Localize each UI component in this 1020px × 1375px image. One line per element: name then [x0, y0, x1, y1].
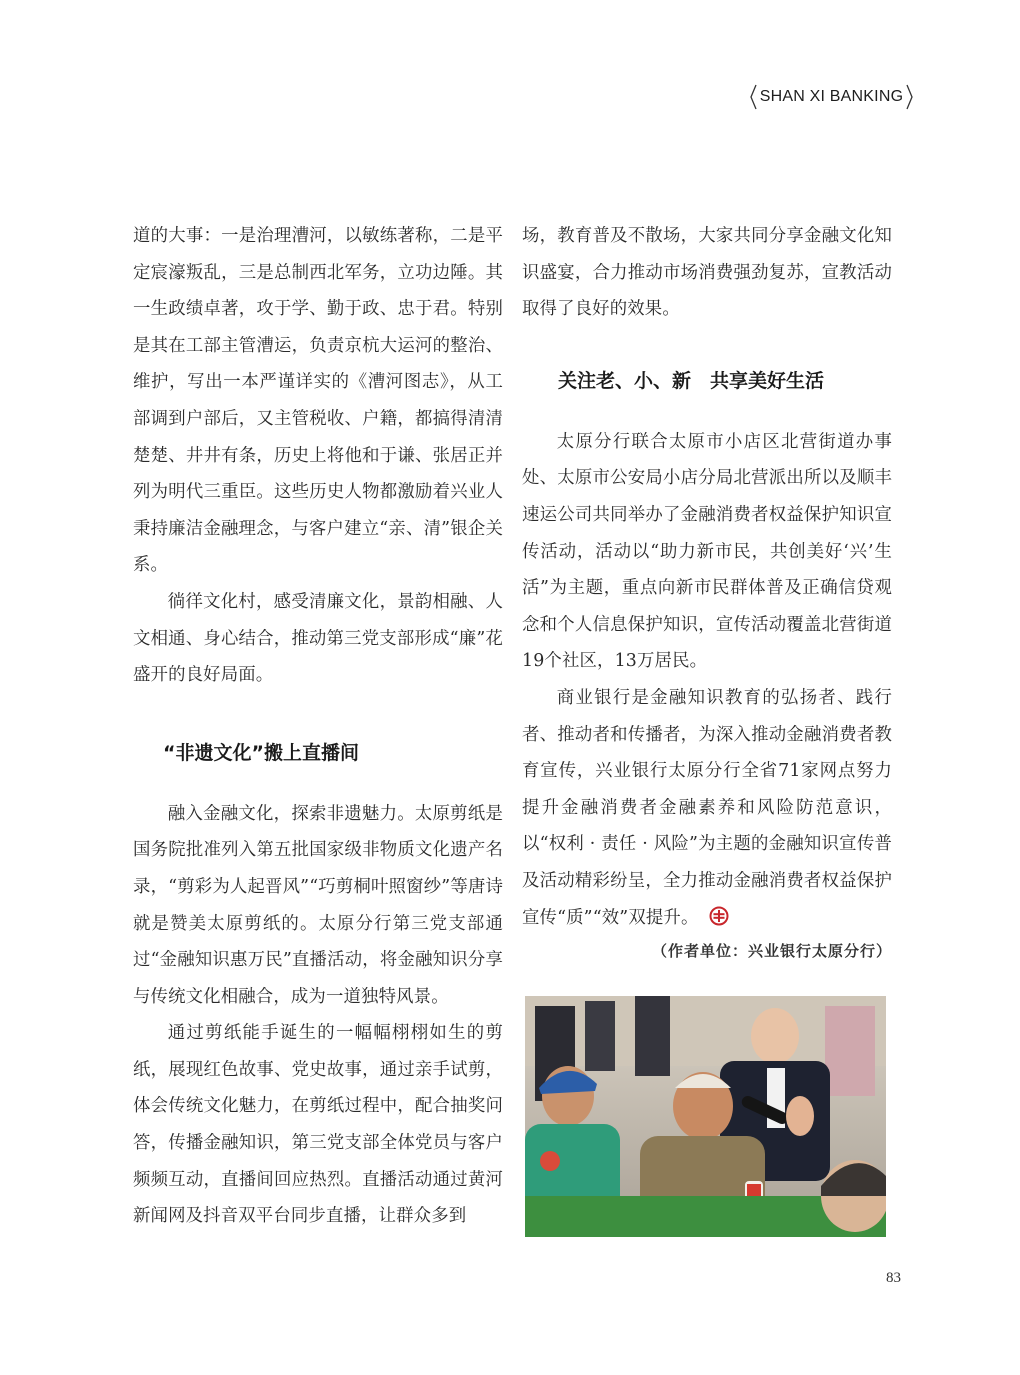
event-photo-image	[525, 996, 886, 1237]
section-heading: “非遗文化”搬上直播间	[163, 741, 359, 764]
body-paragraph-text: 商业银行是金融知识教育的弘扬者、践行者、推动者和传播者，为深入推动金融消费者教育宣传，兴业银行太原分行全省71家网点努力提升金融消费者金融素养和风险防范意识，以“权利 · 责任 · 风险”为主题的金融知识宣传普及活动精彩纷呈，全力推动金融消费者权益保护宣传“质”“效”双提升。	[522, 687, 892, 928]
header-tag	[750, 84, 913, 110]
body-paragraph	[522, 680, 892, 936]
body-paragraph: 场，教育普及不散场，大家共同分享金融文化知识盛宴，合力推动市场消费强劲复苏，宣教活动取得了良好的效果。	[522, 226, 892, 320]
section-heading: 关注老、小、新 共享美好生活	[558, 369, 825, 392]
author-affiliation: （作者单位：兴业银行太原分行）	[651, 942, 892, 961]
right-column	[522, 218, 892, 961]
page-number: 83	[886, 1270, 901, 1286]
body-paragraph: 道的大事：一是治理漕河，以敏练著称，二是平定宸濠叛乱，三是总制西北军务，立功边陲。其一生政绩卓著，攻于学、勤于政、忠于君。特别是其在工部主管漕运，负责京杭大运河的整治、维护，写出一本严谨详实的《漕河图志》，从工部调到户部后，又主管税收、户籍，都搞得清清楚楚、井井有条，历史上将他和于谦、张居正并列为明代三重臣。这些历史人物都激励着兴业人秉持廉洁金融理念，与客户建立“亲、清”银企关系。	[133, 226, 503, 576]
body-paragraph: 太原分行联合太原市小店区北营街道办事处、太原市公安局小店分局北营派出所以及顺丰速运公司共同举办了金融消费者权益保护知识宣传活动，活动以“助力新市民，共创美好‘兴’生活”为主题，重点向新市民群体普及正确信贷观念和个人信息保护知识，宣传活动覆盖北营街道19个社区，13万居民。	[522, 431, 892, 672]
left-column	[133, 218, 503, 1235]
cib-logo-icon	[709, 906, 729, 926]
event-photo	[525, 996, 886, 1237]
header-tag-label: SHAN XI BANKING	[759, 88, 904, 105]
body-paragraph: 徜徉文化村，感受清廉文化，景韵相融、人文相通、身心结合，推动第三党支部形成“廉”花盛开的良好局面。	[133, 591, 503, 686]
body-paragraph: 通过剪纸能手诞生的一幅幅栩栩如生的剪纸，展现红色故事、党史故事，通过亲手试剪，体会传统文化魅力，在剪纸过程中，配合抽奖问答，传播金融知识，第三党支部全体党员与客户频频互动，直播间回应热烈。直播活动通过黄河新闻网及抖音双平台同步直播，让群众多到	[133, 1023, 503, 1227]
body-paragraph: 融入金融文化，探索非遗魅力。太原剪纸是国务院批准列入第五批国家级非物质文化遗产名录，“剪彩为人起晋风”“巧剪桐叶照窗纱”等唐诗就是赞美太原剪纸的。太原分行第三党支部通过“金融知识惠万民”直播活动，将金融知识分享与传统文化相融合，成为一道独特风景。	[133, 803, 503, 1007]
